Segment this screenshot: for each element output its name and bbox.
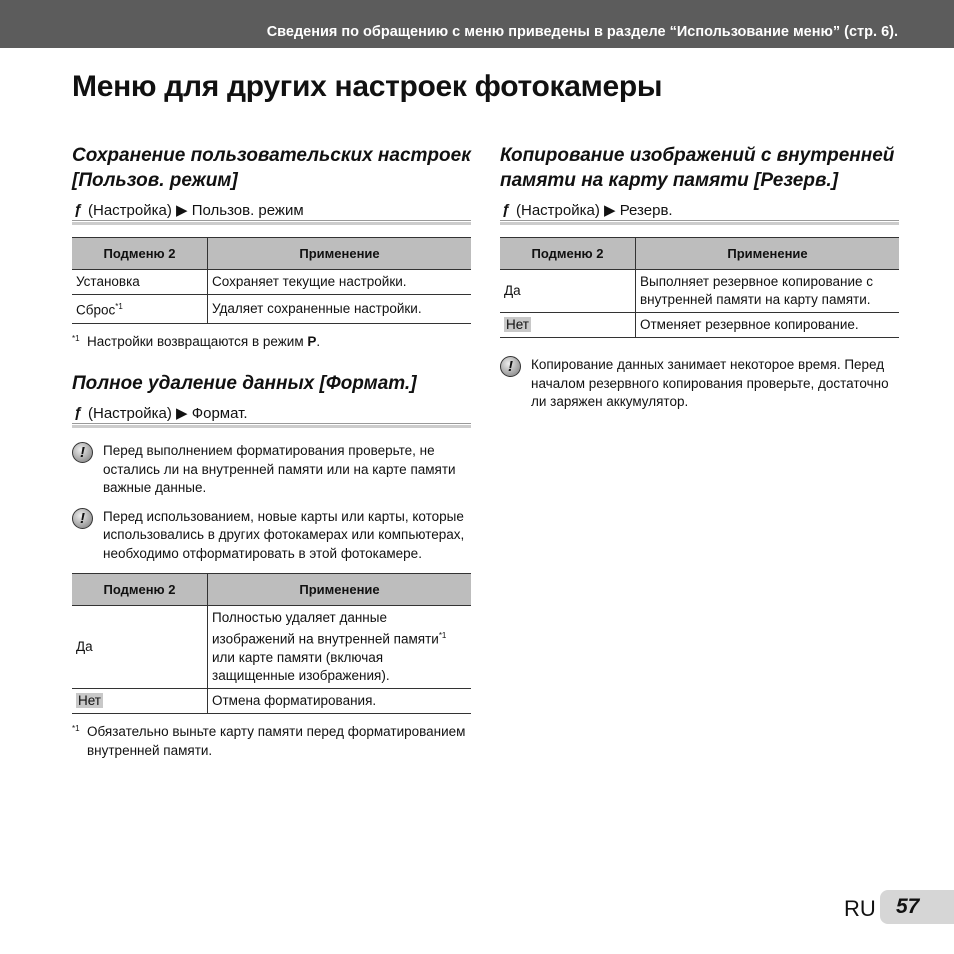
warning-note: ! Копирование данных занимает некоторое время. Перед началом резервного копирования проверьте, достаточно ли заряжен аккумулятор. [500, 356, 899, 412]
menu-path: ƒ (Настройка) ▶ Формат. [72, 404, 471, 424]
options-table: Подменю 2 Применение Да Полностью удаляет данные изображений на внутренней памяти$^{*1}$ или карте памяти (включая защищенные изображения). Нет Отмена форматирования. [72, 573, 471, 714]
header-note: Сведения по обращению с меню приведены в разделе “Использование меню” (стр. 6). [266, 24, 898, 40]
warning-icon: ! [72, 442, 93, 463]
footnote: *1 Обязательно выньте карту памяти перед форматированием внутренней памяти. [72, 723, 466, 758]
menu-path: ƒ (Настройка) ▶ Резерв. [500, 201, 899, 221]
wrench-icon: ƒ [74, 404, 83, 421]
section-format [72, 371, 471, 760]
warning-icon: ! [72, 508, 93, 529]
section-custom-mode [72, 143, 471, 351]
section-title: Полное удаление данных [Формат.] [72, 373, 417, 394]
language-label: RU [844, 896, 876, 921]
page-number: 57 [880, 890, 954, 924]
warning-note: ! Перед использованием, новые карты или карты, которые использовались в других фотокамерах или компьютерах, необходимо отформатировать в этой фотокамере. [72, 508, 471, 564]
menu-path: ƒ (Настройка) ▶ Пользов. режим [72, 201, 471, 221]
table-row: Нет Отменяет резервное копирование. [500, 313, 899, 338]
table-row: Да Выполняет резервное копирование с внутренней памяти на карту памяти. [500, 270, 899, 313]
options-table: Подменю 2 Применение Да Выполняет резервное копирование с внутренней памяти на карту памяти. Нет Отменяет резервное копирование. [500, 237, 899, 338]
table-row: Сброс$^{*1}$ Удаляет сохраненные настройки. [72, 295, 471, 324]
section-backup [500, 143, 899, 412]
header-bar [0, 0, 954, 48]
page-title: Меню для других настроек фотокамеры [72, 70, 663, 103]
footnote: *1 Настройки возвращаются в режим P. [72, 333, 321, 349]
section-title: Копирование изображений с внутренней памяти на карту памяти [Резерв.] [500, 145, 895, 191]
options-table: Подменю 2 Применение Установка Сохраняет текущие настройки. Сброс$^{*1}$ Удаляет сохраненные настройки. [72, 237, 471, 324]
table-row: Нет Отмена форматирования. [72, 688, 471, 713]
warning-note: ! Перед выполнением форматирования проверьте, не остались ли на внутренней памяти или на карте памяти важные данные. [72, 442, 471, 498]
table-row: Да Полностью удаляет данные изображений на внутренней памяти$^{*1}$ или карте памяти (включая защищенные изображения). [72, 606, 471, 689]
section-title: Сохранение пользовательских настроек [Пользов. режим] [72, 145, 471, 191]
wrench-icon: ƒ [74, 201, 83, 218]
warning-icon: ! [500, 356, 521, 377]
wrench-icon: ƒ [502, 201, 511, 218]
table-row: Установка Сохраняет текущие настройки. [72, 270, 471, 295]
